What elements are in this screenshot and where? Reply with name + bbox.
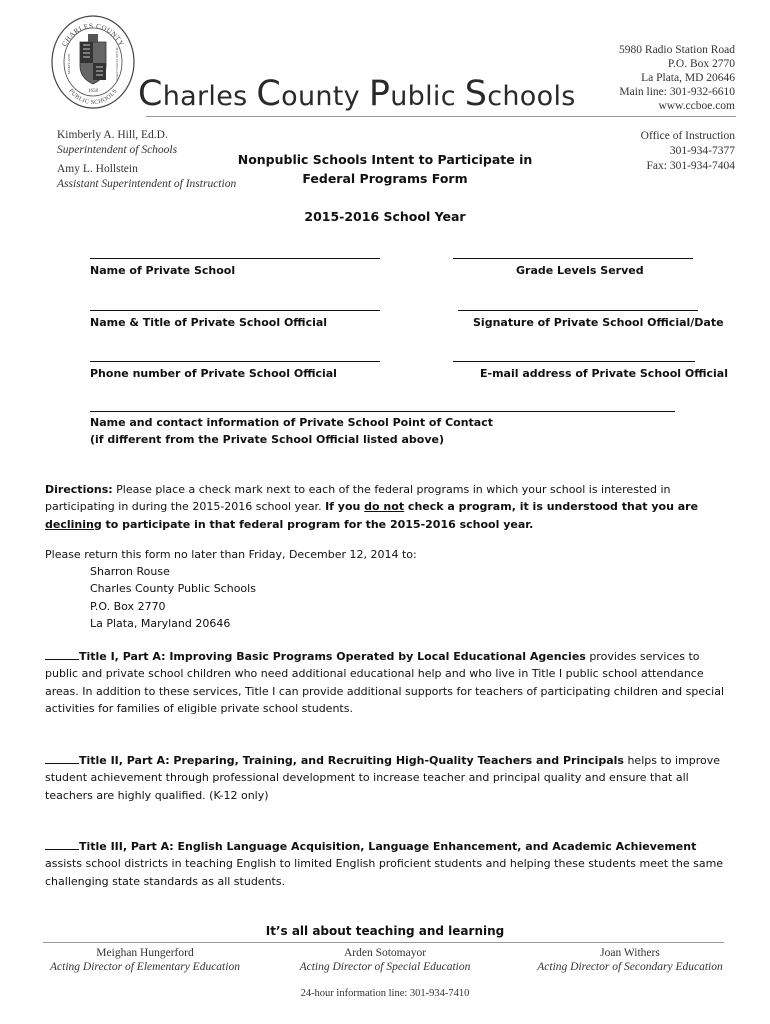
- district-name-part-4: chools: [487, 81, 576, 112]
- grade-levels-label: Grade Levels Served: [516, 264, 644, 277]
- form-title-line1: Nonpublic Schools Intent to Participate in: [237, 152, 533, 167]
- seal-text-top: CHARLES COUNTY: [60, 21, 126, 48]
- district-seal: [50, 14, 136, 110]
- director-special: [290, 946, 480, 974]
- poc-line[interactable]: [90, 411, 675, 412]
- office-fax: Fax: 301-934-7404: [646, 160, 735, 172]
- directions-bold-3: to participate in that federal program for the 2015-2016 school year.: [101, 517, 534, 531]
- directions-do-not: do not: [364, 500, 405, 514]
- superintendent-name: Kimberly A. Hill, Ed.D.: [57, 129, 168, 141]
- district-name-part-3: ublic: [390, 81, 465, 112]
- school-name-line[interactable]: [90, 258, 380, 259]
- superintendent-title: Superintendent of Schools: [57, 144, 178, 156]
- office-contact-block: [641, 129, 735, 174]
- seal-left-text: MARYLAND: [67, 53, 71, 75]
- title-i-checkbox[interactable]: [45, 649, 79, 660]
- address-city: La Plata, MD 20646: [641, 72, 735, 84]
- office-phone: 301-934-7377: [669, 145, 735, 157]
- signature-line[interactable]: [458, 310, 698, 311]
- phone-line[interactable]: [90, 361, 380, 362]
- address-po-box: P.O. Box 2770: [667, 58, 735, 70]
- form-title: [200, 150, 570, 188]
- district-name-initial-c1: C: [138, 74, 163, 114]
- directions-bold-2: check a program, it is understood that you are: [404, 500, 699, 514]
- title-ii-heading: Title II, Part A: Preparing, Training, and Recruiting High-Quality Teachers and Principals: [79, 754, 624, 767]
- title-iii-description: assists school districts in teaching English to limited English proficient students and helping these students meet the same challenging state standards as all students.: [45, 857, 724, 888]
- address-main-line: Main line: 301-932-6610: [619, 86, 735, 98]
- district-name: [138, 74, 576, 114]
- email-label: E-mail address of Private School Official: [480, 367, 728, 380]
- header-divider: [146, 116, 736, 117]
- address-website: www.ccboe.com: [658, 100, 735, 112]
- director-secondary-name: Joan Withers: [600, 947, 660, 959]
- grade-levels-line[interactable]: [453, 258, 693, 259]
- footer-tagline: It’s all about teaching and learning: [265, 924, 505, 938]
- seal-right-text: BOARD OF EDUCATION: [115, 47, 119, 81]
- district-name-part-1: harles: [162, 81, 257, 112]
- form-title-line2: Federal Programs Form: [302, 171, 468, 186]
- program-title-i: [45, 648, 725, 717]
- title-ii-description: helps to improve student achievement through professional development to increase teacher and principal quality and ensure that all teachers are highly qualified. (K-12 only): [45, 754, 721, 802]
- director-secondary-title: Acting Director of Secondary Education: [537, 961, 723, 973]
- footer-divider: [43, 942, 724, 943]
- district-name-part-2: ounty: [281, 81, 369, 112]
- title-ii-checkbox[interactable]: [45, 753, 79, 764]
- official-name-line[interactable]: [90, 310, 380, 311]
- program-title-iii: [45, 838, 725, 890]
- district-name-initial-p: P: [368, 74, 391, 114]
- director-elementary-title: Acting Director of Elementary Education: [50, 961, 240, 973]
- return-org: Charles County Public Schools: [90, 582, 256, 596]
- director-elementary-name: Meighan Hungerford: [96, 947, 194, 959]
- title-i-heading: Title I, Part A: Improving Basic Programs Operated by Local Educational Agencies: [79, 650, 586, 663]
- directions-declining: declining: [45, 517, 102, 531]
- directions-text: Please place a check mark next to each of the federal programs in which your school is interested in participating in during the 2015-2016 school year.: [45, 483, 671, 514]
- director-elementary: [50, 946, 240, 974]
- title-iii-checkbox[interactable]: [45, 839, 79, 850]
- directions-paragraph: [45, 481, 725, 533]
- office-name: Office of Instruction: [640, 130, 735, 142]
- assistant-superintendent-title: Assistant Superintendent of Instruction: [57, 178, 237, 190]
- district-address: [619, 43, 735, 113]
- return-box: P.O. Box 2770: [90, 599, 166, 613]
- title-iii-heading: Title III, Part A: English Language Acquisition, Language Enhancement, and Academic Achievement: [79, 840, 697, 853]
- phone-label: Phone number of Private School Official: [90, 367, 337, 380]
- return-city: La Plata, Maryland 20646: [90, 616, 231, 630]
- director-special-title: Acting Director of Special Education: [299, 961, 471, 973]
- return-contact: [90, 563, 490, 632]
- assistant-superintendent-name: Amy L. Hollstein: [57, 163, 138, 175]
- address-street: 5980 Radio Station Road: [619, 44, 735, 56]
- seal-text-bottom: PUBLIC SCHOOLS: [67, 88, 119, 107]
- school-year: 2015-2016 School Year: [304, 209, 466, 224]
- director-special-name: Arden Sotomayor: [343, 947, 427, 959]
- district-name-initial-s: S: [464, 74, 488, 114]
- program-title-ii: [45, 752, 725, 804]
- seal-year: 1658: [88, 89, 98, 94]
- school-name-label: Name of Private School: [90, 264, 236, 277]
- title-i-description: provides services to public and private school children who need additional educational help and who live in Title I public school attendance areas. In addition to these services, Title I can provide additional supports for teachers of participating children and special activities for families of eligible private school students.: [45, 650, 725, 715]
- directions-bold-1: If you: [325, 500, 365, 514]
- poc-note: (if different from the Private School Official listed above): [90, 433, 445, 446]
- signature-label: Signature of Private School Official/Date: [473, 316, 724, 329]
- return-intro: Please return this form no later than Friday, December 12, 2014 to:: [45, 548, 417, 561]
- official-name-label: Name & Title of Private School Official: [90, 316, 328, 329]
- email-line[interactable]: [453, 361, 695, 362]
- poc-label: Name and contact information of Private School Point of Contact: [90, 416, 493, 429]
- director-secondary: [530, 946, 730, 974]
- district-name-initial-c2: C: [256, 74, 282, 114]
- return-name: Sharron Rouse: [90, 565, 170, 578]
- directions-label: Directions:: [45, 483, 113, 496]
- info-line: 24-hour information line: 301-934-7410: [300, 988, 470, 999]
